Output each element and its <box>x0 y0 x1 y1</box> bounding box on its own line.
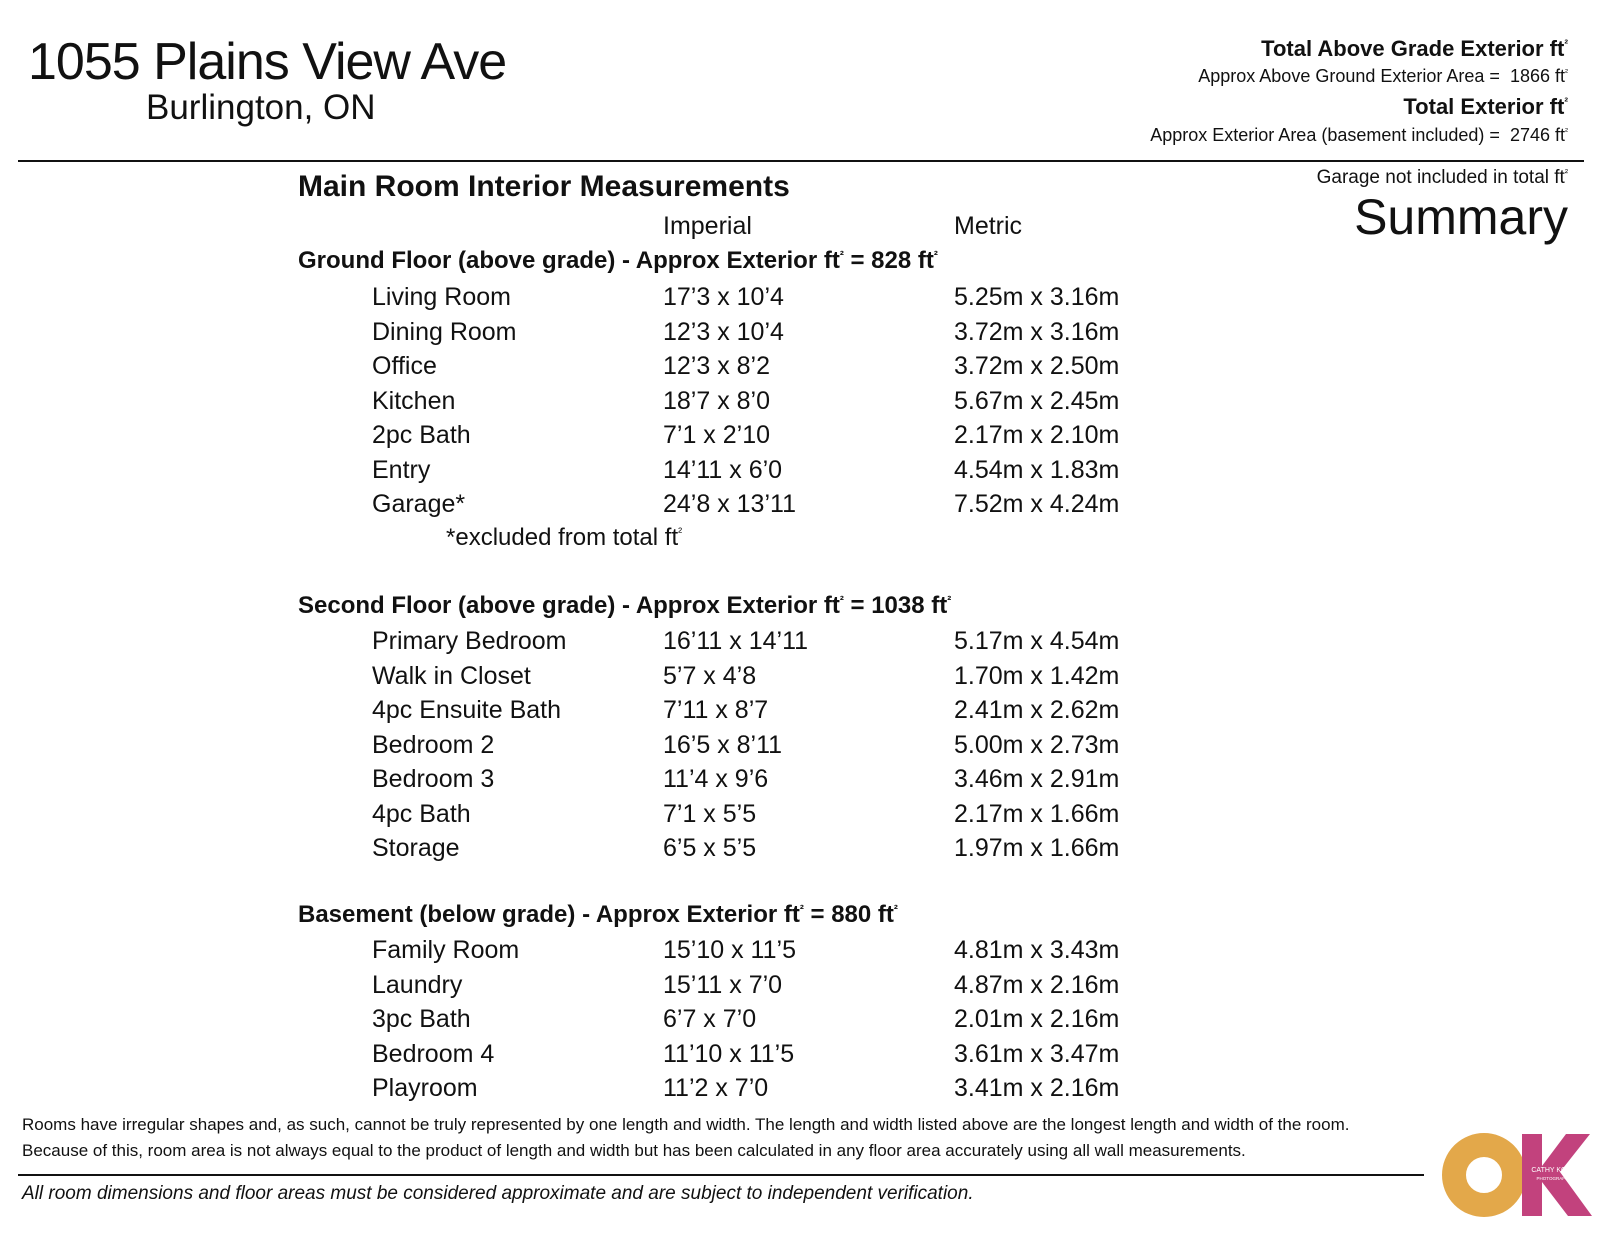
column-imperial: Imperial <box>663 212 752 240</box>
excluded-note: *excluded from total $ft^{^2}$ <box>446 524 683 551</box>
room-name: Laundry <box>372 970 463 999</box>
room-imperial: 5’7 x 4’8 <box>663 661 757 690</box>
address-city: Burlington, ON <box>146 88 376 127</box>
disclaimer-line-3: All room dimensions and floor areas must be considered approximate and are subject to independent verification. <box>22 1183 974 1204</box>
floor-heading <box>298 592 951 620</box>
floor-heading <box>298 901 898 929</box>
section-title: Main Room Interior Measurements <box>298 170 790 203</box>
room-name: Living Room <box>372 283 511 311</box>
room-name: Storage <box>372 834 460 862</box>
superscript: ² <box>839 593 844 607</box>
room-name: Playroom <box>372 1074 478 1102</box>
disclaimer-line-1: Rooms have irregular shapes and, as such, cannot be truly represented by one length and width. The length and width listed above are the longest length and width of the room. <box>22 1115 1350 1134</box>
room-metric: 4.81m x 3.43m <box>954 936 1120 964</box>
column-metric: Metric <box>954 212 1023 240</box>
header-divider <box>18 160 1584 162</box>
floor-heading-area: = 1038 ft <box>843 592 948 619</box>
room-metric: 3.61m x 3.47m <box>954 1039 1120 1068</box>
room-name: Bedroom 3 <box>372 765 495 793</box>
summary-heading: Summary <box>1354 189 1568 245</box>
room-name: Walk in Closet <box>372 661 531 690</box>
room-metric: 5.17m x 4.54m <box>954 627 1120 655</box>
room-imperial: 16’11 x 14’11 <box>663 627 809 655</box>
total-above-grade-title: Total Above Grade Exterior $ft^{^2}$ <box>1261 36 1568 61</box>
floor-heading-text: Basement (below grade) - Approx Exterior ft <box>298 901 800 928</box>
logo-o-shape <box>1454 1145 1514 1205</box>
room-name: Dining Room <box>372 317 517 346</box>
room-name: 2pc Bath <box>372 421 471 449</box>
floor-heading-text: Second Floor (above grade) - Approx Exterior ft <box>298 592 840 619</box>
room-metric: 7.52m x 4.24m <box>954 490 1120 518</box>
floor-heading-area: = 880 ft <box>803 901 894 928</box>
room-metric: 3.41m x 2.16m <box>954 1074 1120 1102</box>
room-imperial: 24’8 x 13’11 <box>663 490 796 518</box>
room-imperial: 7’1 x 2’10 <box>663 421 771 449</box>
room-imperial: 14’11 x 6’0 <box>663 455 783 484</box>
logo-k-shape <box>1522 1134 1592 1216</box>
room-imperial: 11’2 x 7’0 <box>663 1074 769 1102</box>
room-name: Bedroom 4 <box>372 1039 495 1068</box>
garage-note: Garage not included in total $ft^{^2}$ <box>1316 167 1568 188</box>
room-imperial: 16’5 x 8’11 <box>663 730 783 759</box>
total-exterior-area: Approx Exterior Area (basement included) = 2746 $ft^{^2}$ <box>1150 125 1568 145</box>
room-metric: 3.72m x 3.16m <box>954 317 1120 346</box>
superscript: ² <box>933 248 938 262</box>
room-metric: 4.54m x 1.83m <box>954 455 1120 484</box>
room-name: Primary Bedroom <box>372 627 567 655</box>
room-metric: 3.72m x 2.50m <box>954 352 1120 380</box>
logo-subtext: PHOTOGRAPHY <box>1536 1176 1572 1181</box>
room-imperial: 18’7 x 8’0 <box>663 386 771 415</box>
room-name: Entry <box>372 455 431 484</box>
room-imperial: 17’3 x 10’4 <box>663 283 784 311</box>
logo-text: CATHY KOOP <box>1531 1167 1577 1174</box>
room-name: Kitchen <box>372 386 456 415</box>
room-imperial: 11’4 x 9’6 <box>663 765 769 793</box>
room-name: 3pc Bath <box>372 1005 471 1033</box>
room-imperial: 11’10 x 11’5 <box>663 1039 795 1068</box>
room-metric: 2.41m x 2.62m <box>954 696 1120 724</box>
superscript: ² <box>799 902 804 916</box>
room-name: 4pc Bath <box>372 799 471 828</box>
above-ground-area: Approx Above Ground Exterior Area = 1866 $ft^{^2}$ <box>1198 66 1568 86</box>
room-metric: 4.87m x 2.16m <box>954 970 1120 999</box>
room-metric: 5.25m x 3.16m <box>954 283 1120 311</box>
floor-heading-text: Ground Floor (above grade) - Approx Exterior ft <box>298 247 840 274</box>
superscript: ² <box>893 902 898 916</box>
room-imperial: 12’3 x 10’4 <box>663 317 784 346</box>
cathy-koop-logo <box>1442 1132 1592 1218</box>
room-metric: 5.67m x 2.45m <box>954 386 1120 415</box>
room-metric: 1.70m x 1.42m <box>954 661 1120 690</box>
address-street: 1055 Plains View Ave <box>28 33 507 91</box>
room-imperial: 7’1 x 5’5 <box>663 799 757 828</box>
disclaimer-line-2: Because of this, room area is not always equal to the product of length and width but has been calculated in any floor area accurately using all wall measurements. <box>22 1141 1246 1160</box>
footer-divider <box>18 1174 1424 1176</box>
room-name: Family Room <box>372 936 520 964</box>
total-exterior-title: Total Exterior $ft^{^2}$ <box>1403 94 1568 119</box>
room-name: Bedroom 2 <box>372 730 495 759</box>
room-imperial: 15’10 x 11’5 <box>663 936 796 964</box>
room-imperial: 6’5 x 5’5 <box>663 834 757 862</box>
room-name: 4pc Ensuite Bath <box>372 696 562 724</box>
room-name: Garage* <box>372 490 466 518</box>
room-metric: 5.00m x 2.73m <box>954 730 1120 759</box>
room-metric: 2.17m x 2.10m <box>954 421 1120 449</box>
superscript: ² <box>947 593 952 607</box>
room-imperial: 6’7 x 7’0 <box>663 1005 757 1033</box>
room-name: Office <box>372 352 437 380</box>
room-metric: 2.01m x 2.16m <box>954 1005 1120 1033</box>
room-imperial: 7’11 x 8’7 <box>663 696 769 724</box>
superscript: ² <box>839 248 844 262</box>
room-metric: 3.46m x 2.91m <box>954 765 1120 793</box>
room-imperial: 15’11 x 7’0 <box>663 970 783 999</box>
room-metric: 2.17m x 1.66m <box>954 799 1120 828</box>
room-imperial: 12’3 x 8’2 <box>663 352 771 380</box>
room-metric: 1.97m x 1.66m <box>954 834 1120 862</box>
floor-heading <box>298 247 938 275</box>
floor-heading-area: = 828 ft <box>843 247 934 274</box>
